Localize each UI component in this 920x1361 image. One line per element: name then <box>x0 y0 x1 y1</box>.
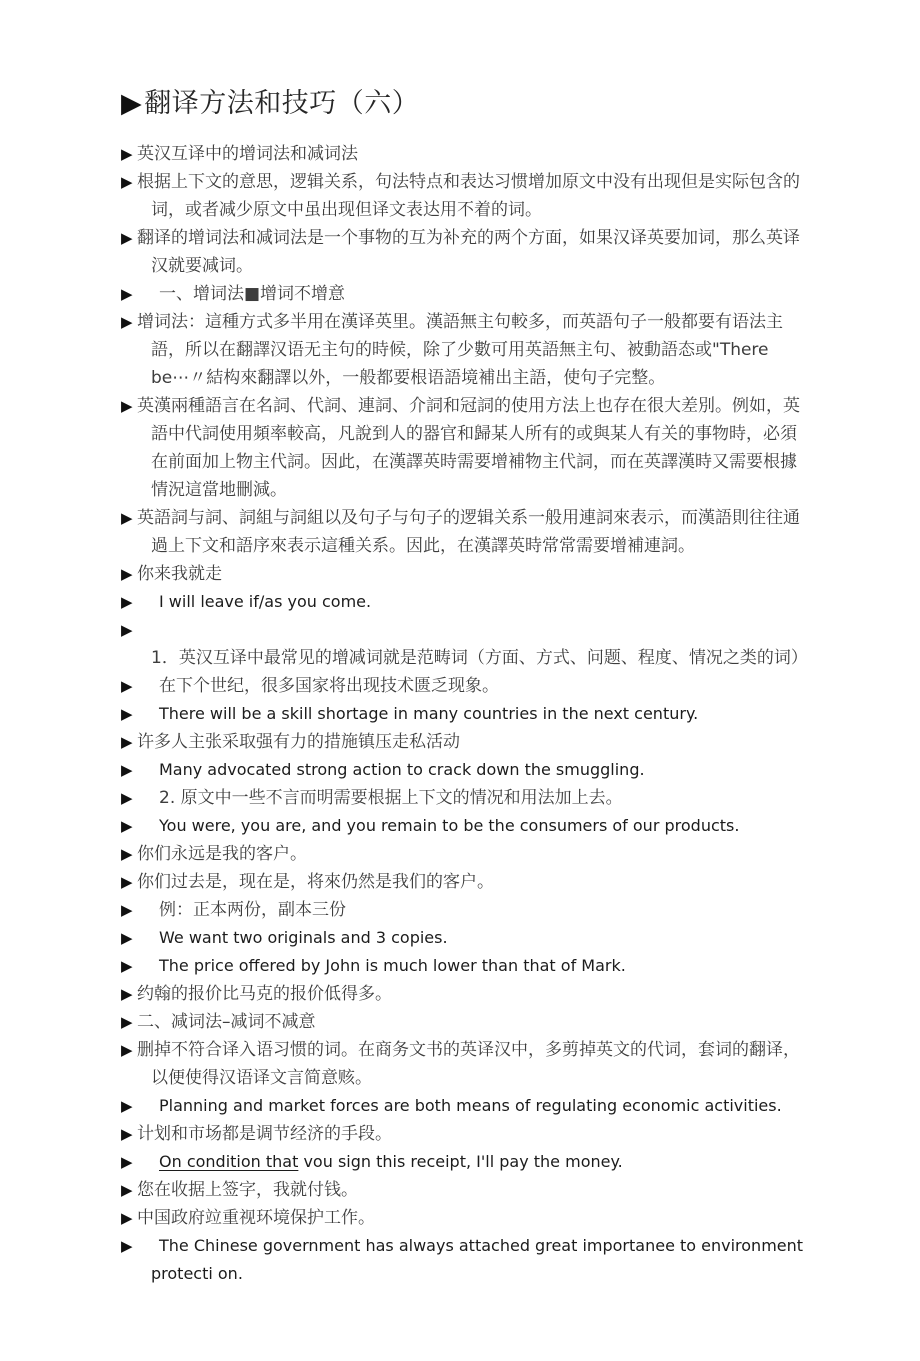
list-item <box>121 1092 808 1120</box>
page-title <box>121 84 808 124</box>
list-item <box>121 1232 808 1288</box>
list-item <box>121 952 808 980</box>
bullet-icon: ▶ <box>121 229 133 247</box>
bullet-icon: ▶ <box>121 1013 133 1031</box>
list-item <box>121 504 808 560</box>
list-item <box>121 1008 808 1036</box>
bullet-icon: ▶ <box>121 1125 133 1143</box>
bullet-icon: ▶ <box>121 173 133 191</box>
bullet-icon: ▶ <box>121 565 133 583</box>
item-text: You were, you are, and you remain to be the consumers of our products. <box>159 816 740 835</box>
bullet-icon: ▶ <box>121 1181 133 1199</box>
bullet-icon: ▶ <box>121 1097 133 1115</box>
list-item <box>121 224 808 280</box>
item-text: There will be a skill shortage in many countries in the next century. <box>159 704 699 723</box>
bullet-icon: ▶ <box>121 929 133 947</box>
list-item <box>121 868 808 896</box>
item-text: 根据上下文的意思，逻辑关系，句法特点和表达习惯增加原文中没有出现但是实际包含的词，或者减少原文中虽出现但译文表达用不着的词。 <box>137 172 800 220</box>
item-text: Many advocated strong action to crack down the smuggling. <box>159 760 645 779</box>
list-item <box>121 1036 808 1092</box>
list-item <box>121 280 808 308</box>
list-item <box>121 700 808 728</box>
list-item <box>121 1204 808 1232</box>
item-text: 你们永远是我的客户。 <box>137 844 307 864</box>
list-item <box>121 1148 808 1176</box>
bullet-icon: ▶ <box>121 901 133 919</box>
bullet-icon: ▶ <box>121 621 133 639</box>
bullet-icon: ▶ <box>121 985 133 1003</box>
list-item <box>121 728 808 756</box>
bullet-icon: ▶ <box>121 817 133 835</box>
content-list <box>121 140 808 1288</box>
item-text: 约翰的报价比马克的报价低得多。 <box>137 984 392 1004</box>
list-item <box>121 1176 808 1204</box>
bullet-icon: ▶ <box>121 285 133 303</box>
bullet-icon: ▶ <box>121 593 133 611</box>
item-text: The Chinese government has always attached great importanee to environment protecti on. <box>151 1236 804 1283</box>
item-text: We want two originals and 3 copies. <box>159 928 448 947</box>
bullet-icon: ▶ <box>121 677 133 695</box>
bullet-icon: ▶ <box>121 761 133 779</box>
list-item <box>121 812 808 840</box>
item-text: 许多人主张采取强有力的措施镇压走私活动 <box>137 732 460 752</box>
bullet-icon: ▶ <box>121 1153 133 1171</box>
item-text: 删掉不符合译入语习惯的词。在商务文书的英译汉中，多剪掉英文的代词，套词的翻译，以便使得汉语译文言简意赅。 <box>137 1040 800 1088</box>
item-text: 你们过去是，现在是，将來仍然是我们的客户。 <box>137 872 494 892</box>
bullet-icon: ▶ <box>121 789 133 807</box>
item-text: 二、减词法–减词不减意 <box>137 1012 316 1032</box>
item-text: 您在收据上签字，我就付钱。 <box>137 1180 358 1200</box>
item-text: 1．英汉互译中最常见的增减词就是范畴词（方面、方式、问题、程度、情况之类的词） <box>151 648 808 668</box>
list-item <box>121 896 808 924</box>
item-text: 英汉互译中的增词法和减词法 <box>137 144 358 164</box>
bullet-icon: ▶ <box>121 145 133 163</box>
item-text: 在下个世纪，很多国家将出现技术匮乏现象。 <box>159 676 499 696</box>
item-text: 你来我就走 <box>137 564 222 584</box>
bullet-icon: ▶ <box>121 509 133 527</box>
bullet-icon: ▶ <box>121 313 133 331</box>
page-title-text: 翻译方法和技巧（六） <box>144 88 420 119</box>
item-text: 2. 原文中一些不言而明需要根据上下文的情况和用法加上去。 <box>159 788 623 808</box>
list-item <box>121 784 808 812</box>
list-item <box>121 560 808 588</box>
list-item <box>121 672 808 700</box>
list-item <box>121 1120 808 1148</box>
bullet-icon: ▶ <box>121 957 133 975</box>
list-item <box>121 308 808 392</box>
list-item <box>121 140 808 168</box>
bullet-icon: ▶ <box>121 88 143 119</box>
item-text: 翻译的增词法和减词法是一个事物的互为补充的两个方面，如果汉译英要加词，那么英译汉就要减词。 <box>137 228 800 276</box>
bullet-icon: ▶ <box>121 873 133 891</box>
item-text: 计划和市场都是调节经济的手段。 <box>137 1124 392 1144</box>
item-text: 一、增词法■增词不增意 <box>159 284 346 304</box>
list-item <box>121 756 808 784</box>
list-item <box>121 588 808 616</box>
bullet-icon: ▶ <box>121 845 133 863</box>
list-item <box>121 392 808 504</box>
item-text: 例：正本两份，副本三份 <box>159 900 346 920</box>
list-item <box>121 616 808 672</box>
list-item <box>121 924 808 952</box>
bullet-icon: ▶ <box>121 1209 133 1227</box>
item-text: 中国政府竝重视环境保护工作。 <box>137 1208 375 1228</box>
item-text: The price offered by John is much lower than that of Mark. <box>159 956 626 975</box>
bullet-icon: ▶ <box>121 705 133 723</box>
bullet-icon: ▶ <box>121 1237 133 1255</box>
item-text: 英漢兩種語言在名詞、代詞、連詞、介詞和冠詞的使用方法上也存在很大差別。例如，英語中代詞使用頻率較高，凡說到人的器官和歸某人所有的或與某人有关的事物時，必須在前面加上物主代詞。因此，在漢譯英時需要增補物主代詞，而在英譯漢時又需要根據情況這當地刪減。 <box>137 396 800 500</box>
item-text: vou sign this receipt, I'll pay the money. <box>298 1152 623 1171</box>
bullet-icon: ▶ <box>121 733 133 751</box>
item-text: I will leave if/as you come. <box>159 592 372 611</box>
bullet-icon: ▶ <box>121 1041 133 1059</box>
underlined-phrase: On condition that <box>159 1152 299 1171</box>
bullet-icon: ▶ <box>121 397 133 415</box>
list-item <box>121 980 808 1008</box>
item-text: 英語詞与詞、詞組与詞組以及句子与句子的逻辑关系一般用連詞來表示，而漢語則往往通過上下文和語序來表示這種关系。因此，在漢譯英時常常需要增補連詞。 <box>137 508 800 556</box>
list-item <box>121 840 808 868</box>
item-text: Planning and market forces are both means of regulating economic activities. <box>159 1096 782 1115</box>
item-text: 增词法：這種方式多半用在漢译英里。漢語無主句較多，而英語句子一般都要有语法主語，所以在翻譯汉语无主句的時候，除了少數可用英語無主句、被動語态或"There be⋯〃結构來翻譯以外，一般都要根语語境補出主語，使句子完整。 <box>137 312 783 388</box>
list-item <box>121 168 808 224</box>
